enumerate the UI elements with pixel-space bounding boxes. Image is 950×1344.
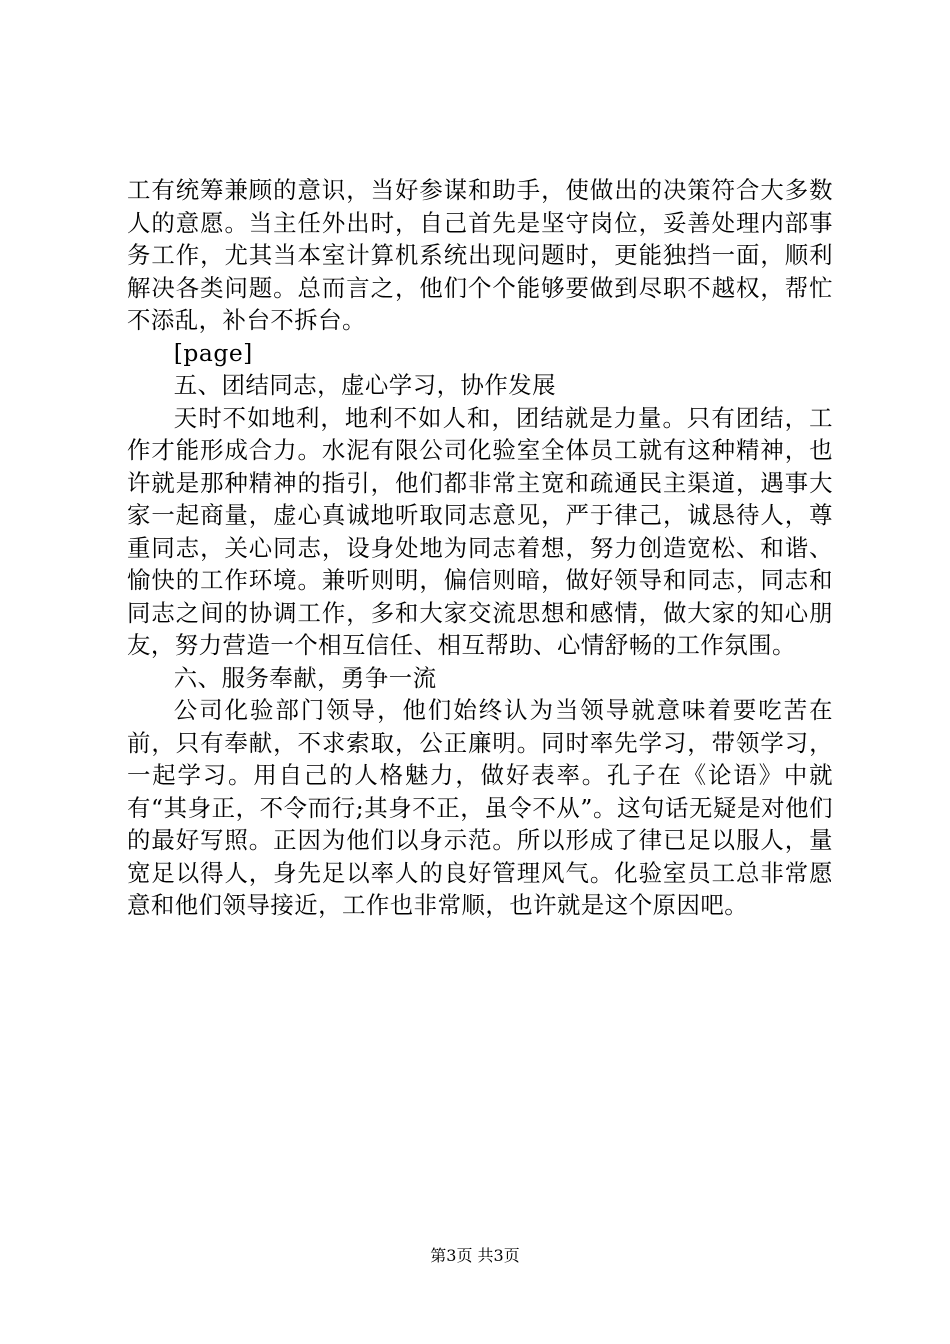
section-heading-5: 五、团结同志，虚心学习，协作发展 <box>173 371 557 399</box>
page-footer: 第3页 共3页 <box>430 1246 520 1265</box>
paragraph-unity: 天时不如地利，地利不如人和，团结就是力量。只有团结，工作才能形成合力。水泥有限公司化验室全体员工就有这种精神，也许就是那种精神的指引，他们都非常主宽和疏通民主渠道，遇事大家一起商量，虚心真诚地听取同志意见，严于律己，诚恳待人，尊重同志，关心同志，设身处地为同志着想，努力创造宽松、和谐、愉快的工作环境。兼听则明，偏信则暗，做好领导和同志，同志和同志之间的协调工作，多和大家交流思想和感情，做大家的知心朋友，努力营造一个相互信任、相互帮助、心情舒畅的工作氛围。 <box>127 403 833 659</box>
page-marker: [page] <box>173 338 253 367</box>
document-body <box>127 174 833 922</box>
paragraph-service: 公司化验部门领导，他们始终认为当领导就意味着要吃苦在前，只有奉献，不求索取，公正廉明。同时率先学习，带领学习，一起学习。用自己的人格魅力，做好表率。孔子在《论语》中就有“其身正，不令而行;其身不正，虽令不从”。这句话无疑是对他们的最好写照。正因为他们以身示范。所以形成了律已足以服人，量宽足以得人，身先足以率人的良好管理风气。化验室员工总非常愿意和他们领导接近，工作也非常顺，也许就是这个原因吧。 <box>127 696 833 919</box>
section-heading-6: 六、服务奉献，勇争一流 <box>173 663 437 692</box>
paragraph-continuation: 工有统筹兼顾的意识，当好参谋和助手，使做出的决策符合大多数人的意愿。当主任外出时，自己首先是坚守岗位，妥善处理内部事务工作，尤其当本室计算机系统出现问题时，更能独挡一面，顺利解决各类问题。总而言之，他们个个能够要做到尽职不越权，帮忙不添乱，补台不拆台。 <box>127 176 833 334</box>
